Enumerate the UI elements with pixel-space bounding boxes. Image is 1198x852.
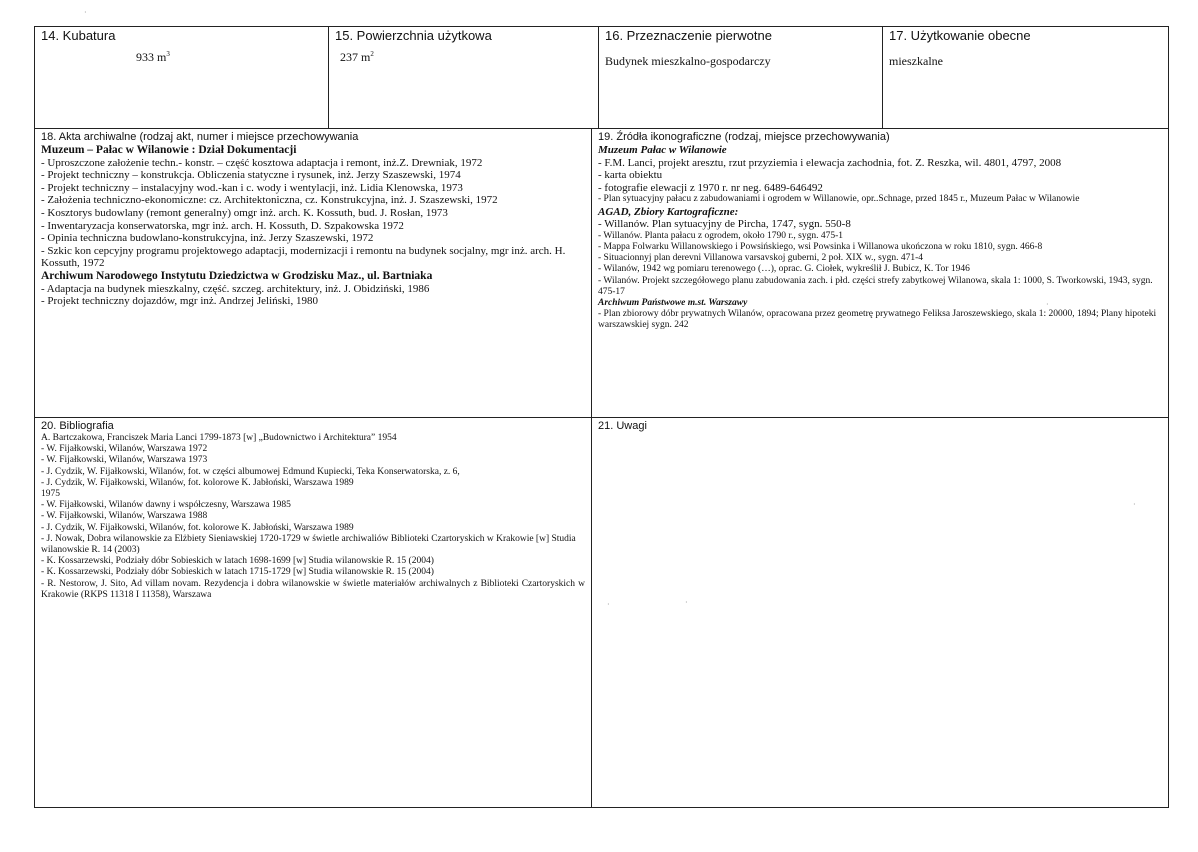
source-heading: Muzeum Pałac w Wilanowie bbox=[598, 144, 727, 156]
list-item: - F.M. Lanci, projekt aresztu, rzut przyziemia i elewacja zachodnia, fot. Z. Reszka, wil. 4801, 4797, 2008 bbox=[598, 156, 1062, 169]
scan-speck: · bbox=[685, 598, 688, 607]
scan-speck: · bbox=[1046, 300, 1049, 309]
cell-uwagi bbox=[592, 418, 1168, 807]
cell-title: 19. Źródła ikonograficzne (rodzaj, miejsce przechowywania) bbox=[598, 131, 890, 143]
cell-zrodla bbox=[592, 129, 1168, 418]
cell-title: 18. Akta archiwalne (rodzaj akt, numer i miejsce przechowywania bbox=[41, 131, 359, 143]
list-item: - Założenia techniczno-ekonomiczne: cz. Architektoniczna, cz. Konstrukcyjna, inż. J. Szaszewski, 1972 bbox=[41, 194, 498, 207]
list-item: - Inwentaryzacja konserwatorska, mgr inż. arch. H. Kossuth, D. Szpakowska 1972 bbox=[41, 219, 404, 232]
cell-powierzchnia bbox=[329, 27, 599, 129]
current-use-value: mieszkalne bbox=[889, 54, 943, 68]
cell-title: 21. Uwagi bbox=[598, 420, 647, 432]
scan-speck: · bbox=[84, 8, 87, 17]
scan-speck: · bbox=[1133, 500, 1136, 509]
cell-title: 16. Przeznaczenie pierwotne bbox=[605, 28, 772, 43]
list-item: - Szkic kon cepcyjny programu projektowego adaptacji, modernizacji i remontu na budynek socjalny, mgr inż. arch. H. Kossuth, 1972 bbox=[41, 244, 566, 270]
list-item: - Willanów. Plan sytuacyjny de Pircha, 1747, sygn. 550-8 bbox=[598, 218, 851, 231]
archive-heading: Archiwum Narodowego Instytutu Dziedzictwa w Grodzisku Maz., ul. Bartniaka bbox=[41, 269, 433, 282]
list-item: - Uproszczone założenie techn.- konstr. – część kosztowa adaptacja i remont, inż.Z. Drewniak, 1972 bbox=[41, 156, 483, 169]
list-item: - Plan zbiorowy dóbr prywatnych Wilanów, opracowana przez geometrę prywatnego Feliksa Jaroszewskiego, skala 1: 20000, 1894; Plany hipoteki warszawskiej sygn. 242 bbox=[598, 309, 1157, 331]
cell-uzytkowanie bbox=[883, 27, 1168, 129]
list-item: - Situacionnyj plan derevni Villanowa varsavskoj guberni, 2 poł. XIX w., sygn. 471-4 bbox=[598, 253, 924, 264]
list-item: - Wilanów, 1942 wg pomiaru terenowego (…), oprac. G. Ciołek, wykreślił J. Bubicz, K. Tor 1946 bbox=[598, 264, 970, 275]
cell-title: 17. Użytkowanie obecne bbox=[889, 28, 1031, 43]
list-item: - Plan sytuacyjny pałacu z zabudowaniami i ogrodem w Willanowie, opr..Schnage, przed 1845 r., Muzeum Pałac w Wilanowie bbox=[598, 194, 1080, 205]
list-item: - Kosztorys budowlany (remont generalny) omgr inż. arch. K. Kossuth, bud. J. Rosłan, 1973 bbox=[41, 206, 448, 219]
list-item: - Willanów. Planta pałacu z ogrodem, około 1790 r., sygn. 475-1 bbox=[598, 230, 843, 241]
list-item: - J. Nowak, Dobra wilanowskie za Elżbiety Sieniawskiej 1720-1729 w świetle archiwaliów Biblioteki Czartoryskich w Krakowie [w] Studia wilanowskie R. 14 (2003) bbox=[41, 533, 576, 556]
list-item: - Wilanów. Projekt szczegółowego planu zabudowania zach. i płd. części strefy zabytkowej Wilanowa, skala 1: 1000, S. Tworkowski, 1943, sygn. 475-17 bbox=[598, 275, 1153, 297]
record-card bbox=[34, 26, 1169, 808]
archive-heading: Muzeum – Pałac w Wilanowie : Dział Dokumentacji bbox=[41, 144, 297, 156]
cell-title: 20. Bibliografia bbox=[41, 420, 114, 432]
list-item: - K. Kossarzewski, Podziały dóbr Sobieskich w latach 1715-1729 [w] Studia wilanowskie R. 15 (2004) bbox=[41, 567, 434, 578]
cell-bibliografia bbox=[35, 418, 592, 807]
list-item: - karta obiektu bbox=[598, 169, 663, 182]
list-item: - J. Cydzik, W. Fijałkowski, Wilanów, fot. kolorowe K. Jabłoński, Warszawa 1989 bbox=[41, 477, 354, 488]
cell-title: 15. Powierzchnia użytkowa bbox=[335, 28, 492, 43]
cell-przeznaczenie bbox=[599, 27, 883, 129]
cubature-value: 933 $m^3$ bbox=[136, 50, 170, 64]
cell-kubatura bbox=[35, 27, 329, 129]
list-item: 1975 bbox=[41, 489, 60, 500]
list-item: - Mappa Folwarku Willanowskiego i Powsińskiego, wsi Powsinka i Willanowa ukończona w roku 1810, sygn. 466-8 bbox=[598, 241, 1043, 252]
list-item: - Projekt techniczny dojazdów, mgr inż. Andrzej Jeliński, 1980 bbox=[41, 295, 318, 308]
list-item: - Projekt techniczny – instalacyjny wod.-kan i c. wody i wentylacji, inż. Lidia Klenowska, 1973 bbox=[41, 181, 463, 194]
list-item: - Adaptacja na budynek mieszkalny, część. szczeg. architektury, inż. J. Obidziński, 1986 bbox=[41, 282, 430, 295]
source-heading: Archiwum Państwowe m.st. Warszawy bbox=[598, 297, 748, 308]
list-item: - fotografie elewacji z 1970 r. nr neg. 6489-646492 bbox=[598, 181, 823, 194]
list-item: - W. Fijałkowski, Wilanów, Warszawa 1972 bbox=[41, 444, 208, 455]
original-purpose-value: Budynek mieszkalno-gospodarczy bbox=[605, 54, 771, 68]
area-value: 237 $m^2$ bbox=[340, 50, 374, 64]
list-item: - Projekt techniczny – konstrukcja. Obliczenia statyczne i rysunek, inż. Jerzy Szaszewski, 1974 bbox=[41, 169, 461, 182]
source-heading: AGAD, Zbiory Kartograficzne: bbox=[598, 205, 739, 218]
list-item: - J. Cydzik, W. Fijałkowski, Wilanów, fot. kolorowe K. Jabłoński, Warszawa 1989 bbox=[41, 522, 354, 533]
list-item: - J. Cydzik, W. Fijałkowski, Wilanów, fot. w części albumowej Edmund Kupiecki, Teka Konserwatorska, z. 6, bbox=[41, 466, 460, 477]
list-item: A. Bartczakowa, Franciszek Maria Lanci 1799-1873 [w] „Budownictwo i Architektura” 1954 bbox=[41, 433, 397, 443]
list-item: - W. Fijałkowski, Wilanów, Warszawa 1988 bbox=[41, 511, 208, 522]
list-item: - W. Fijałkowski, Wilanów, Warszawa 1973 bbox=[41, 455, 208, 466]
list-item: - K. Kossarzewski, Podziały dóbr Sobieskich w latach 1698-1699 [w] Studia wilanowskie R. 15 (2004) bbox=[41, 556, 434, 567]
cell-akta bbox=[35, 129, 592, 418]
scan-speck: · bbox=[607, 600, 610, 609]
list-item: - Opinia techniczna budowlano-konstrukcyjna, inż. Jerzy Szaszewski, 1972 bbox=[41, 232, 374, 245]
cell-title: 14. Kubatura bbox=[41, 28, 116, 43]
list-item: - R. Nestorow, J. Sito, Ad villam novam. Rezydencja i dobra wilanowskie w świetle materiałów archiwalnych z Biblioteki Czartoryskich w Krakowie (RKPS 11318 I 11358), Warszawa bbox=[41, 578, 585, 600]
list-item: - W. Fijałkowski, Wilanów dawny i współczesny, Warszawa 1985 bbox=[41, 500, 291, 511]
